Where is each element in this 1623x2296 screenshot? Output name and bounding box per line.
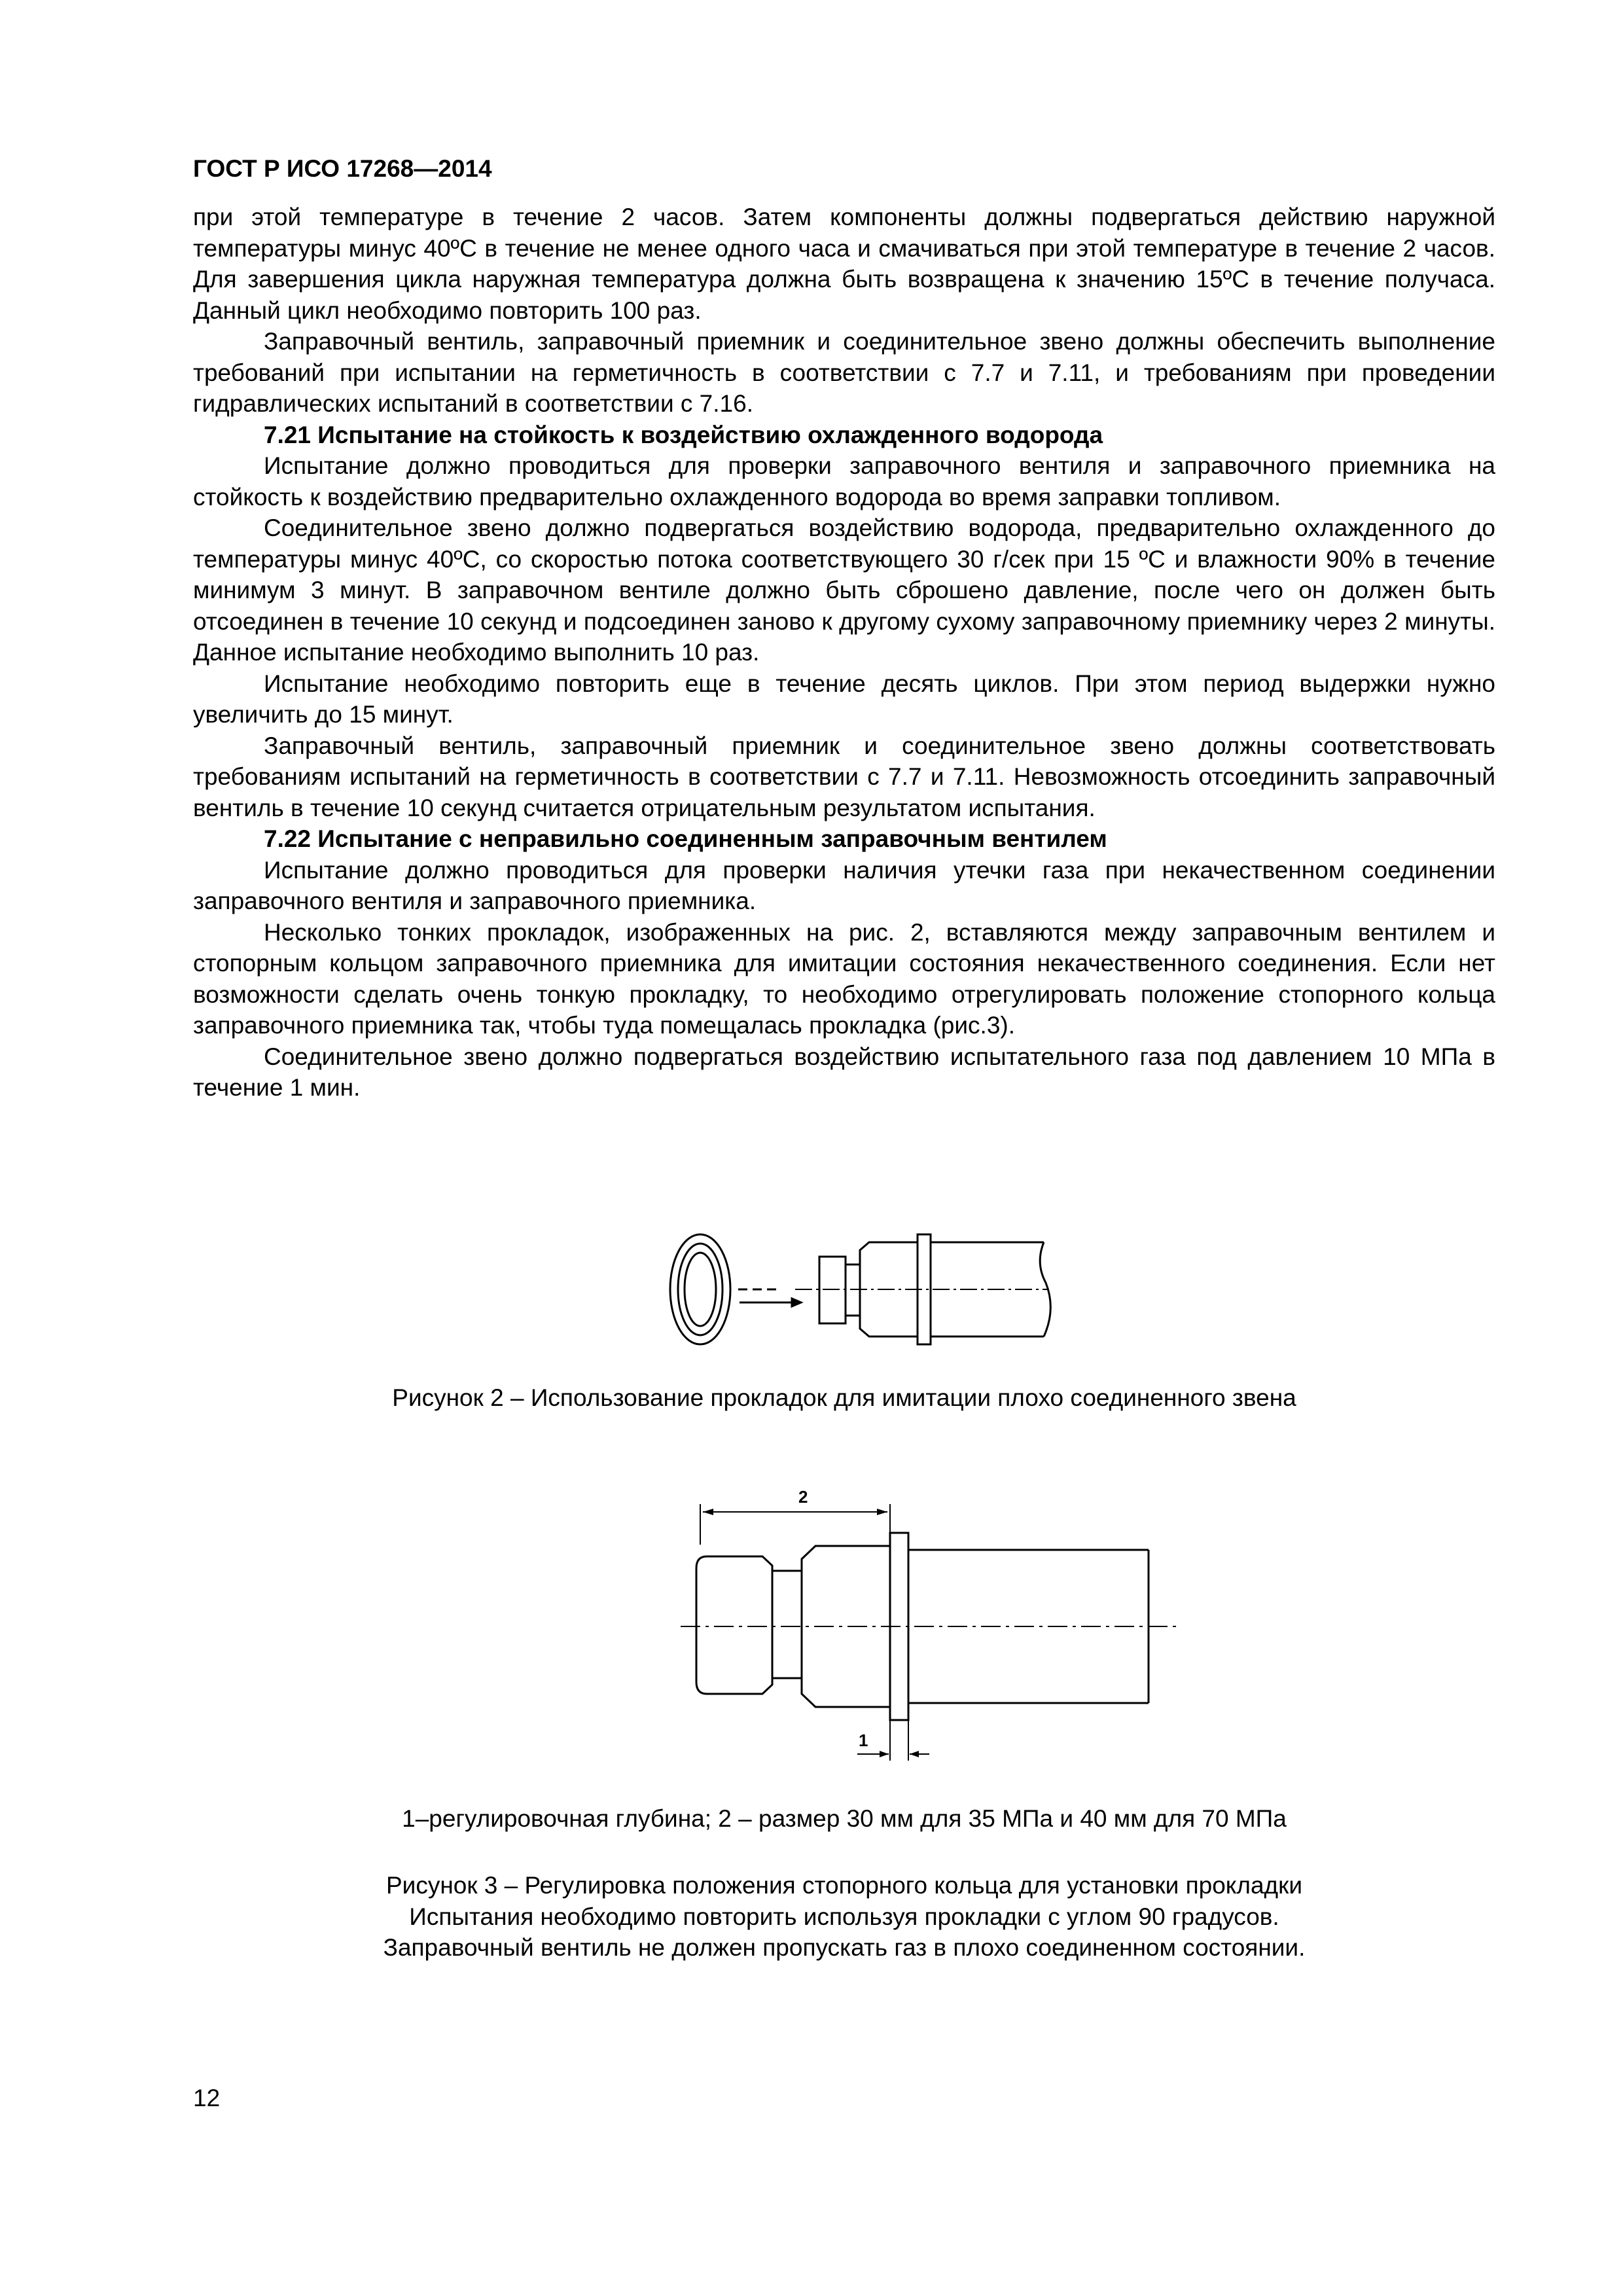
dimension-top: [700, 1504, 890, 1545]
document-header: ГОСТ Р ИСО 17268—2014: [193, 155, 492, 182]
section-heading-7-22: 7.22 Испытание с неправильно соединенным заправочным вентилем: [264, 825, 1107, 852]
page-number: 12: [193, 2085, 221, 2111]
section-heading-7-21: 7.21 Испытание на стойкость к воздействию охлажденного водорода: [264, 421, 1103, 448]
connector-body: [795, 1234, 1050, 1344]
closing-line-2: Заправочный вентиль не должен пропускать газ в плохо соединенном состоянии.: [383, 1934, 1306, 1961]
paragraph-2: Заправочный вентиль, заправочный приемник и соединительное звено должны обеспечить выполнение требований при испытании на герметичность в соответствии с 7.7 и 7.11, и требованиям при проведении гидравлических испытаний в соответствии с 7.16.: [193, 328, 1495, 417]
body-text: [193, 202, 1495, 1103]
figure-3-drawing: [668, 1486, 1185, 1767]
paragraph-9: Соединительное звено должно подвергаться воздействию испытательного газа под давлением 10 МПа в течение 1 мин.: [193, 1043, 1495, 1101]
figure-3-label-2: 2: [798, 1487, 808, 1507]
figure-3-legend: 1–регулировочная глубина; 2 – размер 30 мм для 35 МПа и 40 мм для 70 МПа: [402, 1805, 1287, 1832]
figure-3-caption: Рисунок 3 – Регулировка положения стопорного кольца для установки прокладки: [385, 1872, 1303, 1899]
closing-line-1: Испытания необходимо повторить используя прокладки с углом 90 градусов.: [409, 1903, 1279, 1930]
insert-arrow: [738, 1289, 801, 1306]
gasket-ring: [670, 1234, 730, 1344]
figure-2-caption: Рисунок 2 – Использование прокладок для имитации плохо соединенного звена: [392, 1384, 1296, 1411]
paragraph-1: при этой температуре в течение 2 часов. Затем компоненты должны подвергаться действию наружной температуры минус 40ºC в течение не менее одного часа и смачиваться при этой температуре в течение 2 часов. Для завершения цикла наружная температура должна быть возвращена к значению 15ºC в течение получаса. Данный цикл необходимо повторить 100 раз.: [193, 204, 1495, 324]
figure-3-block: [193, 1870, 1495, 1964]
dimension-bottom: [857, 1718, 929, 1761]
paragraph-7: Испытание должно проводиться для проверки наличия утечки газа при некачественном соединении заправочного вентиля и заправочного приемника.: [193, 856, 1495, 914]
figure-3-label-1: 1: [859, 1731, 868, 1750]
paragraph-4: Соединительное звено должно подвергаться воздействию водорода, предварительно охлажденного до температуры минус 40ºC, со скоростью потока соответствующего 30 г/сек при 15 ºС и влажности 90% в течение минимум 3 минут. В заправочном вентиле должно быть сброшено давление, после чего он должен быть отсоединен в течение 10 секунд и подсоединен заново к другому сухому заправочному приемнику через 2 минуты. Данное испытание необходимо выполнить 10 раз.: [193, 514, 1495, 666]
paragraph-8: Несколько тонких прокладок, изображенных на рис. 2, вставляются между заправочным вентилем и стопорным кольцом заправочного приемника для имитации состояния некачественного соединения. Если нет возможности сделать очень тонкую прокладку, то необходимо отрегулировать положение стопорного кольца заправочного приемника так, чтобы туда помещалась прокладка (рис.3).: [193, 918, 1495, 1039]
paragraph-6: Заправочный вентиль, заправочный приемник и соединительное звено должны соответствовать требованиям испытаний на герметичность в соответствии с 7.7 и 7.11. Невозможность отсоединить заправочный вентиль в течение 10 секунд считается отрицательным результатом испытания.: [193, 732, 1495, 821]
figure-2-drawing: [661, 1211, 1054, 1368]
paragraph-5: Испытание необходимо повторить еще в течение десять циклов. При этом период выдержки нужно увеличить до 15 минут.: [193, 670, 1495, 728]
receptacle-body: [681, 1533, 1178, 1720]
paragraph-3: Испытание должно проводиться для проверки заправочного вентиля и заправочного приемника на стойкость к воздействию предварительно охлажденного водорода во время заправки топливом.: [193, 452, 1495, 511]
